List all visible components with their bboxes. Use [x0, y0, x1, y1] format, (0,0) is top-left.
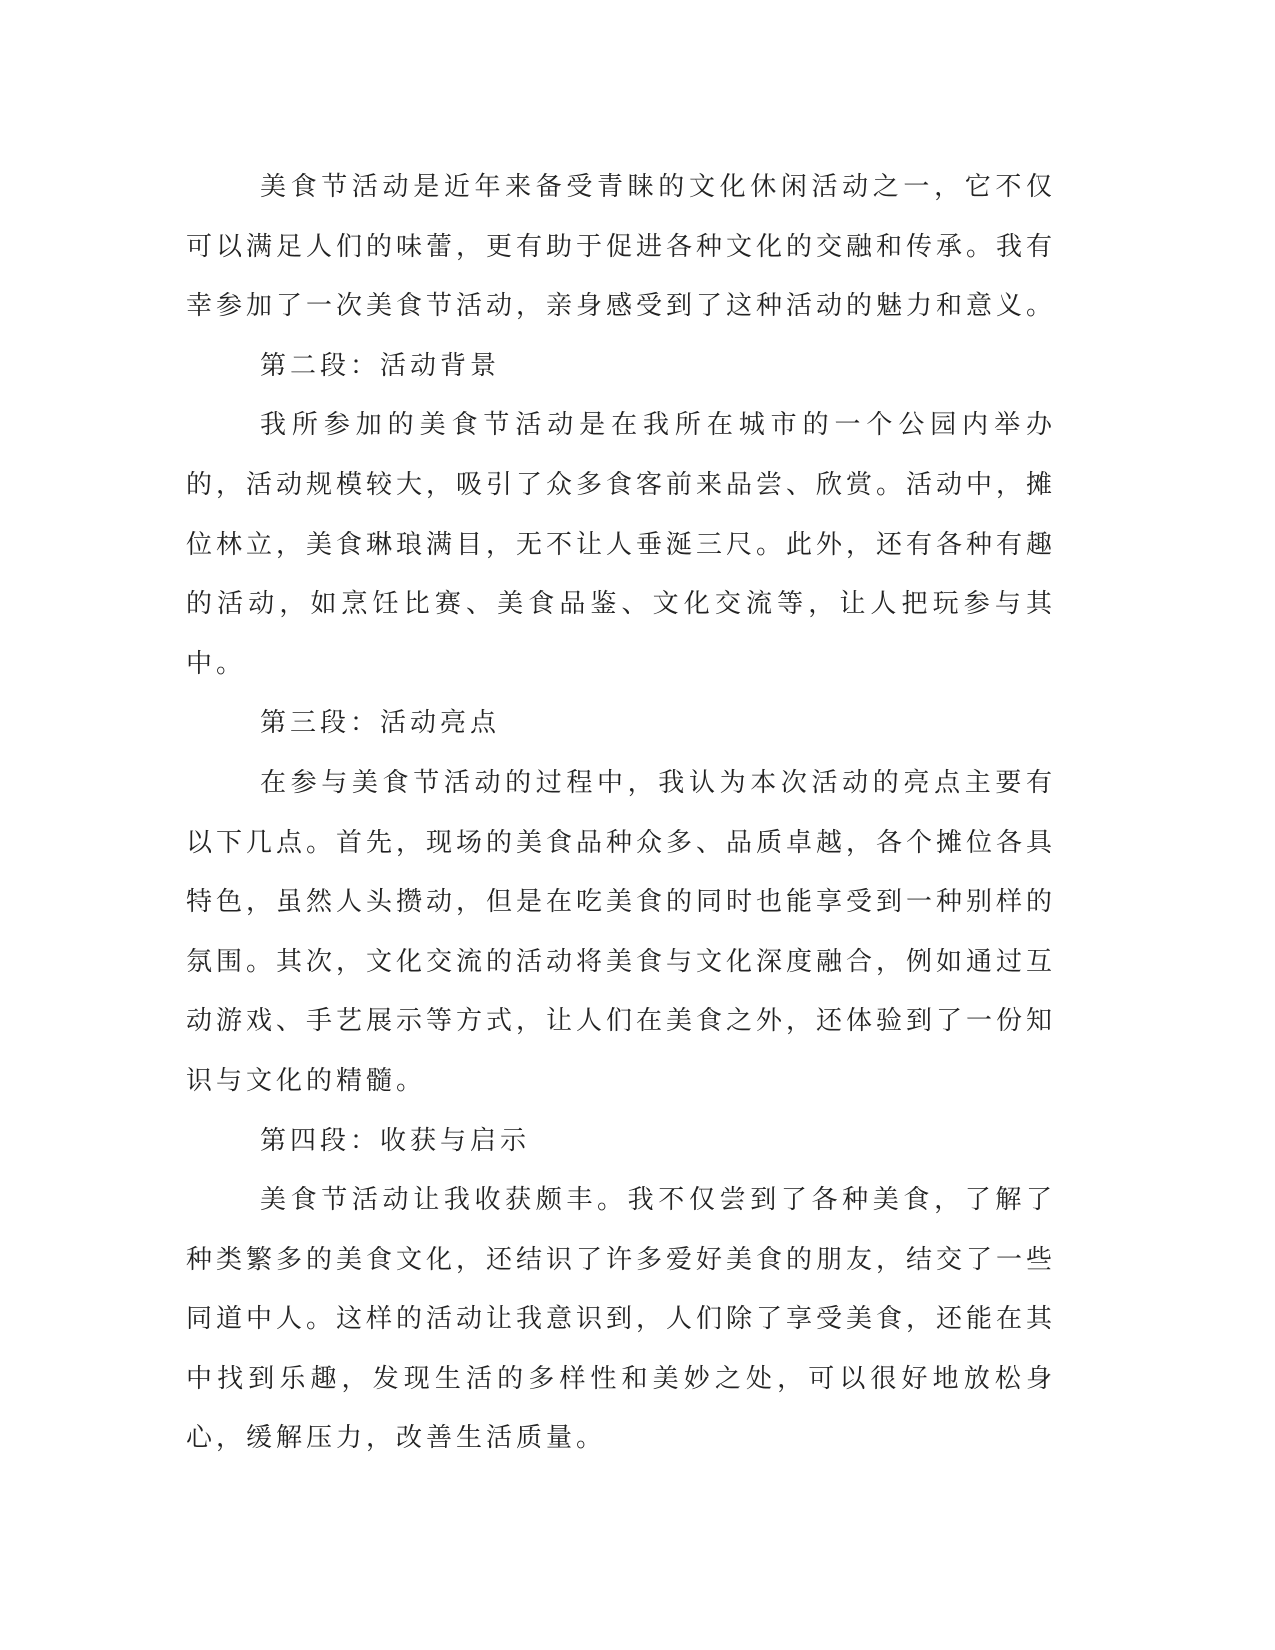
section-2-paragraph: 我所参加的美食节活动是在我所在城市的一个公园内举办的，活动规模较大，吸引了众多食客前来品尝、欣赏。活动中，摊位林立，美食琳琅满目，无不让人垂涎三尺。此外，还有各种有趣的活动，如烹饪比赛、美食品鉴、文化交流等，让人把玩参与其中。	[186, 410, 1057, 679]
section-2-heading: 第二段：活动背景	[260, 350, 501, 381]
intro-paragraph: 美食节活动是近年来备受青睐的文化休闲活动之一，它不仅可以满足人们的味蕾，更有助于促进各种文化的交融和传承。我有幸参加了一次美食节活动，亲身感受到了这种活动的魅力和意义。	[186, 172, 1057, 322]
document-body	[186, 158, 1056, 1469]
section-3-paragraph: 在参与美食节活动的过程中，我认为本次活动的亮点主要有以下几点。首先，现场的美食品种众多、品质卓越，各个摊位各具特色，虽然人头攒动，但是在吃美食的同时也能享受到一种别样的氛围。其次，文化交流的活动将美食与文化深度融合，例如通过互动游戏、手艺展示等方式，让人们在美食之外，还体验到了一份知识与文化的精髓。	[186, 767, 1057, 1096]
section-3-heading: 第三段：活动亮点	[260, 708, 501, 739]
section-4-paragraph: 美食节活动让我收获颇丰。我不仅尝到了各种美食，了解了种类繁多的美食文化，还结识了许多爱好美食的朋友，结交了一些同道中人。这样的活动让我意识到，人们除了享受美食，还能在其中找到乐趣，发现生活的多样性和美妙之处，可以很好地放松身心，缓解压力，改善生活质量。	[186, 1185, 1057, 1454]
section-4-heading: 第四段：收获与启示	[260, 1125, 531, 1156]
